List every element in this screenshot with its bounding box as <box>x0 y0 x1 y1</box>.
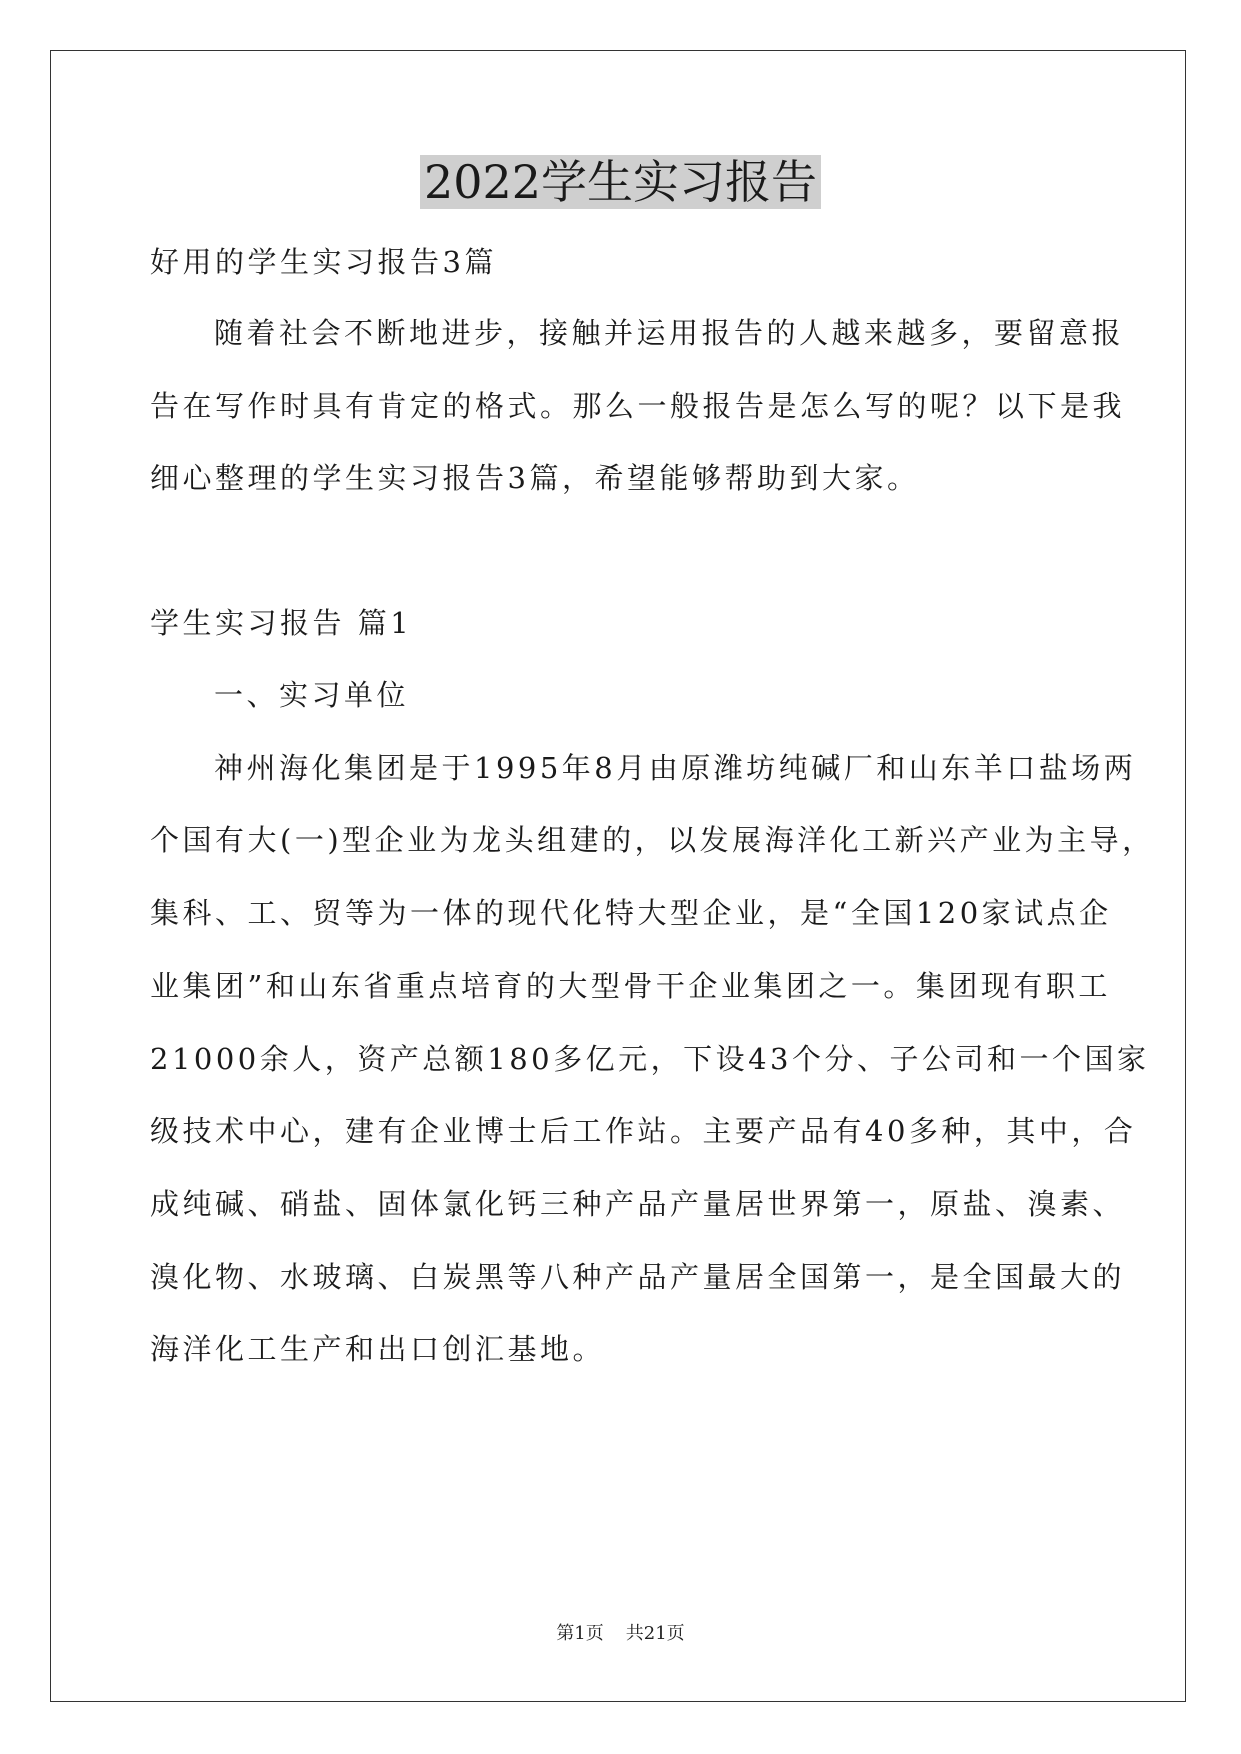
body-line: 21000余人，资产总额180多亿元，下设43个分、子公司和一个国家 <box>150 1042 1150 1076</box>
page-border <box>50 50 1186 1702</box>
section-heading: 学生实习报告 篇1 <box>150 606 413 640</box>
page-number: 第1页 <box>556 1623 604 1644</box>
document-title <box>0 152 1241 212</box>
body-line: 业集团”和山东省重点培育的大型骨干企业集团之一。集团现有职工 <box>150 969 1111 1003</box>
intro-line: 细心整理的学生实习报告3篇，希望能够帮助到大家。 <box>150 461 920 495</box>
subtitle: 好用的学生实习报告3篇 <box>150 245 497 279</box>
body-line: 成纯碱、硝盐、固体氯化钙三种产品产量居世界第一，原盐、溴素、 <box>150 1187 1126 1221</box>
intro-line: 告在写作时具有肯定的格式。那么一般报告是怎么写的呢？以下是我 <box>150 389 1126 423</box>
title-text: 2022学生实习报告 <box>420 155 821 209</box>
body-line: 集科、工、贸等为一体的现代化特大型企业，是“全国120家试点企 <box>150 896 1112 930</box>
page-footer <box>0 1622 1241 1646</box>
body-line: 级技术中心，建有企业博士后工作站。主要产品有40多种，其中，合 <box>150 1114 1137 1148</box>
page-total: 共21页 <box>625 1623 685 1644</box>
body-line: 溴化物、水玻璃、白炭黑等八种产品产量居全国第一，是全国最大的 <box>150 1260 1126 1294</box>
subsection-heading: 一、实习单位 <box>214 678 410 712</box>
body-line: 个国有大(一)型企业为龙头组建的，以发展海洋化工新兴产业为主导， <box>150 823 1155 857</box>
body-line: 海洋化工生产和出口创汇基地。 <box>150 1332 606 1366</box>
intro-line: 随着社会不断地进步，接触并运用报告的人越来越多，要留意报 <box>214 316 1125 350</box>
body-line: 神州海化集团是于1995年8月由原潍坊纯碱厂和山东羊口盐场两 <box>214 751 1137 785</box>
